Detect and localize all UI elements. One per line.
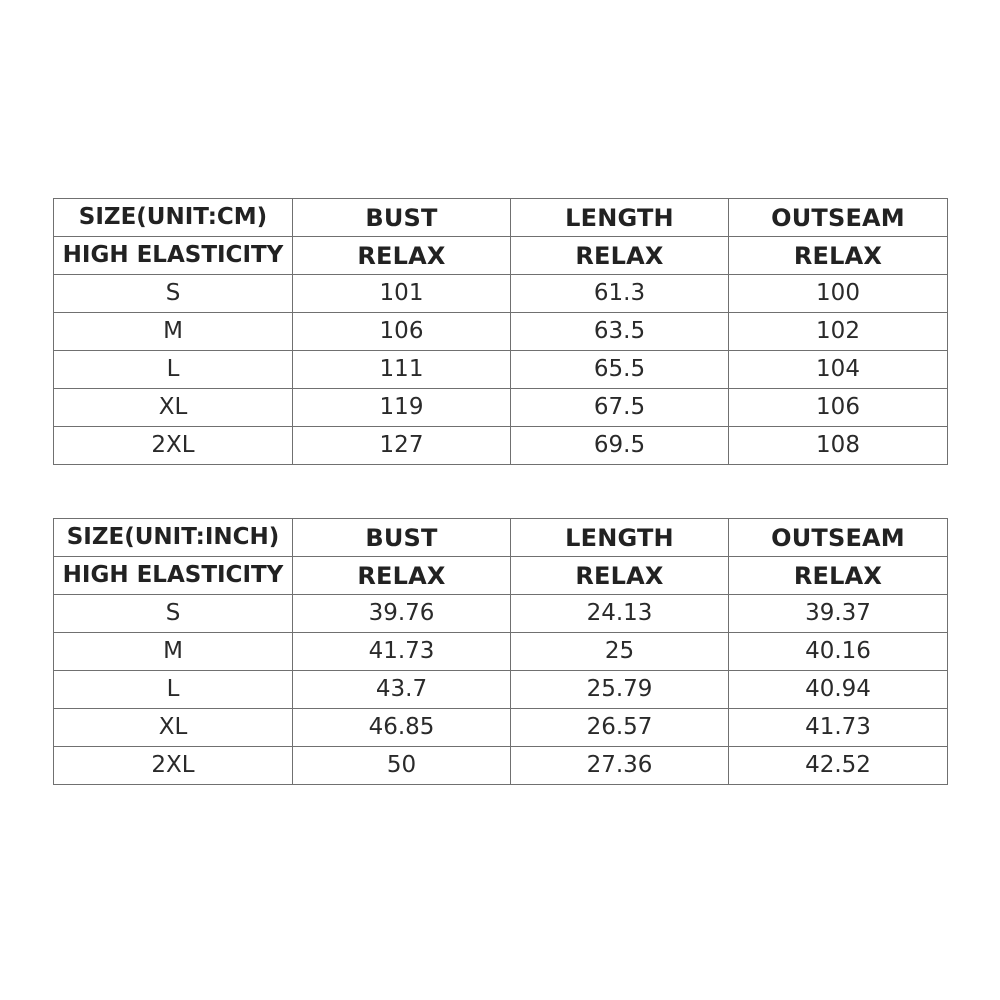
length-cell: 63.5 — [511, 313, 729, 351]
length-cell: 69.5 — [511, 427, 729, 465]
length-cell: 27.36 — [511, 747, 729, 785]
table-row — [54, 747, 948, 785]
size-cell: S — [54, 595, 293, 633]
bust-cell: 119 — [293, 389, 511, 427]
header-length: LENGTH — [511, 199, 729, 237]
table-row — [54, 275, 948, 313]
header-outseam-fit: RELAX — [729, 557, 948, 595]
bust-cell: 101 — [293, 275, 511, 313]
header-outseam: OUTSEAM — [729, 519, 948, 557]
header-row-fit — [54, 557, 948, 595]
bust-cell: 50 — [293, 747, 511, 785]
header-row-unit — [54, 519, 948, 557]
bust-cell: 111 — [293, 351, 511, 389]
table-row — [54, 671, 948, 709]
length-cell: 26.57 — [511, 709, 729, 747]
size-cell: XL — [54, 389, 293, 427]
bust-cell: 46.85 — [293, 709, 511, 747]
bust-cell: 43.7 — [293, 671, 511, 709]
size-cell: 2XL — [54, 747, 293, 785]
table-row — [54, 351, 948, 389]
size-cell: L — [54, 671, 293, 709]
table-row — [54, 709, 948, 747]
header-length-fit: RELAX — [511, 557, 729, 595]
table-row — [54, 313, 948, 351]
header-elasticity: HIGH ELASTICITY — [54, 237, 293, 275]
length-cell: 65.5 — [511, 351, 729, 389]
size-cell: M — [54, 313, 293, 351]
length-cell: 61.3 — [511, 275, 729, 313]
header-row-unit — [54, 199, 948, 237]
table-row — [54, 389, 948, 427]
table-row — [54, 427, 948, 465]
header-bust-fit: RELAX — [293, 237, 511, 275]
length-cell: 67.5 — [511, 389, 729, 427]
header-size-unit: SIZE(UNIT:CM) — [54, 199, 293, 237]
size-cell: XL — [54, 709, 293, 747]
size-cell: M — [54, 633, 293, 671]
size-cell: S — [54, 275, 293, 313]
outseam-cell: 104 — [729, 351, 948, 389]
table-row — [54, 595, 948, 633]
header-bust: BUST — [293, 199, 511, 237]
header-elasticity: HIGH ELASTICITY — [54, 557, 293, 595]
table-row — [54, 633, 948, 671]
bust-cell: 106 — [293, 313, 511, 351]
header-outseam-fit: RELAX — [729, 237, 948, 275]
outseam-cell: 40.16 — [729, 633, 948, 671]
size-cell: L — [54, 351, 293, 389]
header-bust: BUST — [293, 519, 511, 557]
header-bust-fit: RELAX — [293, 557, 511, 595]
outseam-cell: 39.37 — [729, 595, 948, 633]
bust-cell: 39.76 — [293, 595, 511, 633]
bust-cell: 127 — [293, 427, 511, 465]
header-outseam: OUTSEAM — [729, 199, 948, 237]
outseam-cell: 106 — [729, 389, 948, 427]
length-cell: 25.79 — [511, 671, 729, 709]
outseam-cell: 40.94 — [729, 671, 948, 709]
header-size-unit: SIZE(UNIT:INCH) — [54, 519, 293, 557]
length-cell: 25 — [511, 633, 729, 671]
outseam-cell: 100 — [729, 275, 948, 313]
bust-cell: 41.73 — [293, 633, 511, 671]
length-cell: 24.13 — [511, 595, 729, 633]
outseam-cell: 108 — [729, 427, 948, 465]
header-length-fit: RELAX — [511, 237, 729, 275]
outseam-cell: 102 — [729, 313, 948, 351]
header-length: LENGTH — [511, 519, 729, 557]
size-chart-inch-table — [53, 518, 948, 785]
size-chart-cm-table — [53, 198, 948, 465]
header-row-fit — [54, 237, 948, 275]
outseam-cell: 42.52 — [729, 747, 948, 785]
size-cell: 2XL — [54, 427, 293, 465]
outseam-cell: 41.73 — [729, 709, 948, 747]
